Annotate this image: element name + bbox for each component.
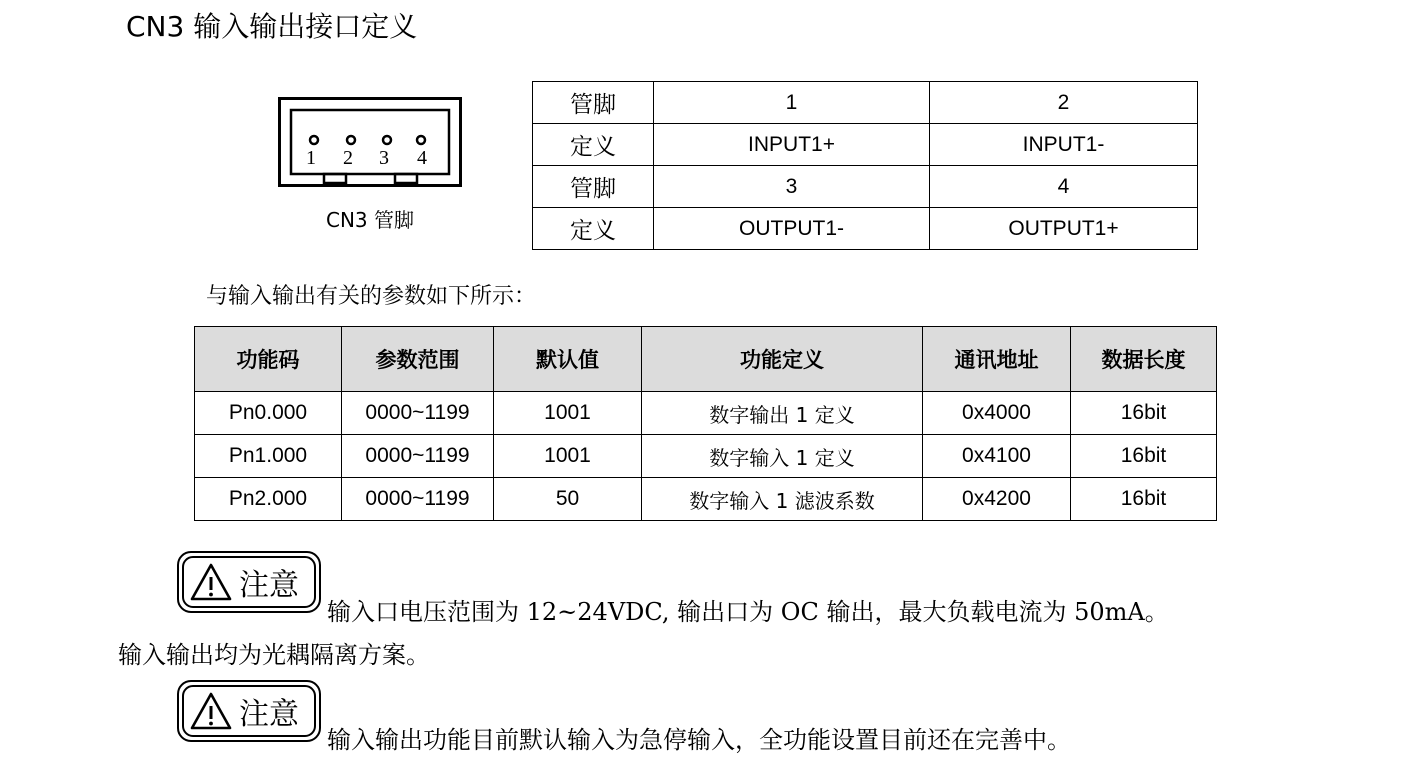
table-cell: 16bit bbox=[1071, 392, 1217, 435]
table-cell: INPUT1- bbox=[930, 124, 1198, 166]
connector-diagram bbox=[278, 97, 462, 187]
column-header: 默认值 bbox=[494, 327, 642, 392]
pin-3-hole bbox=[383, 136, 391, 144]
pin-definition-table bbox=[532, 81, 1198, 250]
table-row bbox=[533, 124, 1198, 166]
table-cell: 3 bbox=[654, 166, 930, 208]
connector-svg bbox=[278, 97, 462, 187]
column-header: 功能码 bbox=[195, 327, 342, 392]
table-row bbox=[533, 208, 1198, 250]
table-cell: Pn1.000 bbox=[195, 435, 342, 478]
warning-triangle-icon bbox=[189, 562, 233, 602]
page-title: CN3 输入输出接口定义 bbox=[126, 10, 418, 43]
note-text-line: 输入口电压范围为 12~24VDC, 输出口为 OC 输出，最大负载电流为 50mA。 bbox=[327, 598, 1169, 626]
table-cell: 2 bbox=[930, 82, 1198, 124]
column-header: 参数范围 bbox=[342, 327, 494, 392]
table-cell: 1001 bbox=[494, 435, 642, 478]
table-cell: 1 bbox=[654, 82, 930, 124]
table-cell: 4 bbox=[930, 166, 1198, 208]
table-cell: 定义 bbox=[533, 208, 654, 250]
column-header: 功能定义 bbox=[642, 327, 923, 392]
table-cell: Pn0.000 bbox=[195, 392, 342, 435]
table-cell: 定义 bbox=[533, 124, 654, 166]
table-cell: 0000~1199 bbox=[342, 392, 494, 435]
pin-4-hole bbox=[417, 136, 425, 144]
table-cell: 管脚 bbox=[533, 82, 654, 124]
pin-1-hole bbox=[310, 136, 318, 144]
pin-number-1: 1 bbox=[306, 147, 316, 169]
caution-label: 注意 bbox=[239, 568, 299, 603]
table-row bbox=[195, 392, 1217, 435]
pin-number-2: 2 bbox=[343, 147, 353, 169]
caution-badge-inner bbox=[182, 685, 316, 737]
caution-label: 注意 bbox=[239, 697, 299, 732]
table-row bbox=[533, 166, 1198, 208]
column-header: 数据长度 bbox=[1071, 327, 1217, 392]
table-cell: 数字输入 1 定义 bbox=[642, 435, 923, 478]
pin-number-4: 4 bbox=[417, 147, 427, 169]
connector-caption: CN3 管脚 bbox=[325, 208, 414, 232]
caution-badge-inner bbox=[182, 556, 316, 608]
table-cell: 数字输出 1 定义 bbox=[642, 392, 923, 435]
table-row bbox=[195, 478, 1217, 521]
table-cell: 0x4200 bbox=[923, 478, 1071, 521]
table-row bbox=[195, 435, 1217, 478]
table-cell: 0000~1199 bbox=[342, 478, 494, 521]
table-cell: 16bit bbox=[1071, 435, 1217, 478]
pin-number-3: 3 bbox=[379, 147, 389, 169]
caution-badge bbox=[177, 680, 321, 742]
table-cell: 16bit bbox=[1071, 478, 1217, 521]
table-cell: OUTPUT1+ bbox=[930, 208, 1198, 250]
table-cell: INPUT1+ bbox=[654, 124, 930, 166]
table-cell: 1001 bbox=[494, 392, 642, 435]
note-text-line: 输入输出功能目前默认输入为急停输入，全功能设置目前还在完善中。 bbox=[327, 726, 1071, 754]
column-header: 通讯地址 bbox=[923, 327, 1071, 392]
table-cell: Pn2.000 bbox=[195, 478, 342, 521]
table-cell: 数字输入 1 滤波系数 bbox=[642, 478, 923, 521]
note-text-line: 输入输出均为光耦隔离方案。 bbox=[118, 641, 430, 669]
table-row bbox=[533, 82, 1198, 124]
table-cell: 0x4100 bbox=[923, 435, 1071, 478]
table-cell: 0x4000 bbox=[923, 392, 1071, 435]
caution-badge bbox=[177, 551, 321, 613]
table-cell: 管脚 bbox=[533, 166, 654, 208]
table-cell: 0000~1199 bbox=[342, 435, 494, 478]
parameter-table bbox=[194, 326, 1217, 521]
warning-triangle-icon bbox=[189, 691, 233, 731]
table-cell: OUTPUT1- bbox=[654, 208, 930, 250]
pin-2-hole bbox=[347, 136, 355, 144]
table-cell: 50 bbox=[494, 478, 642, 521]
param-intro-text: 与输入输出有关的参数如下所示： bbox=[206, 284, 537, 309]
table-header-row bbox=[195, 327, 1217, 392]
